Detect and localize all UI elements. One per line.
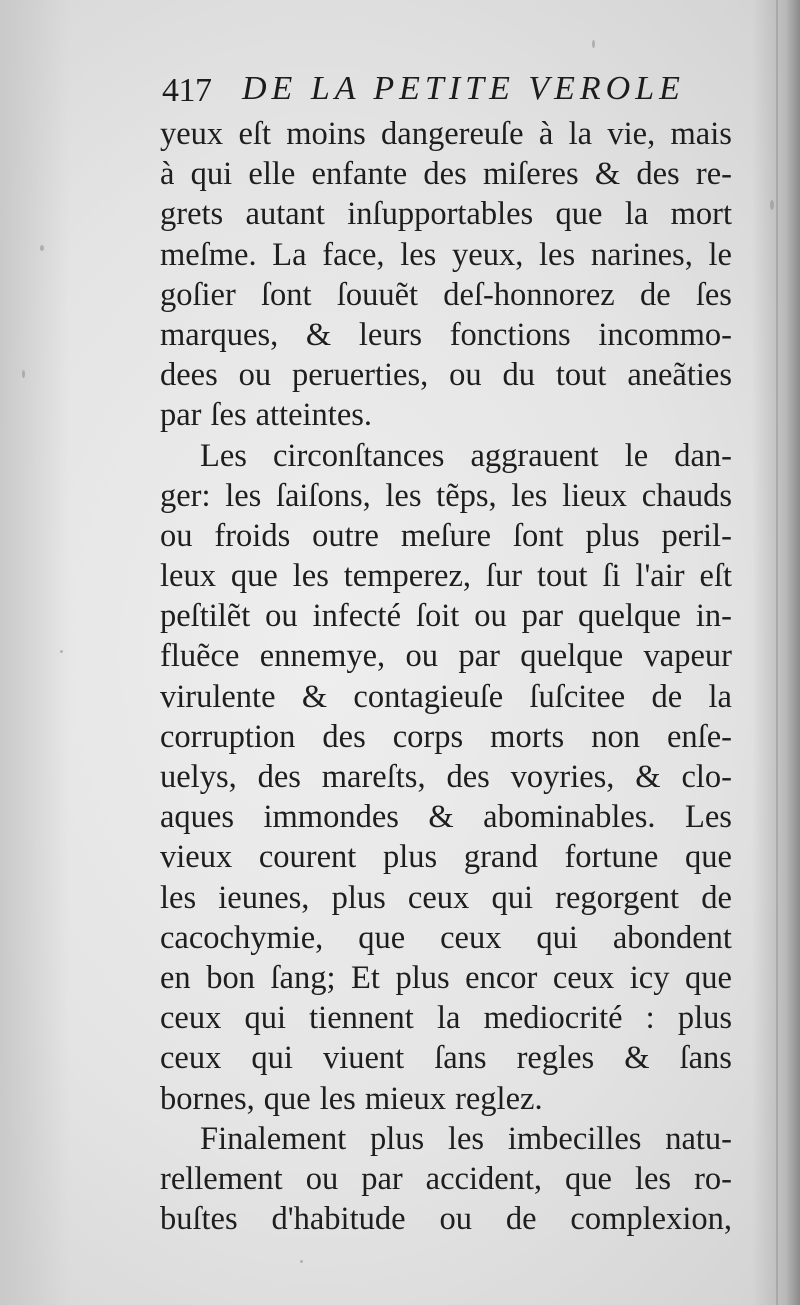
text-line: buſtes d'habitude ou de complexion, (160, 1201, 732, 1238)
text-line: bornes, que les mieux reglez. (160, 1080, 543, 1117)
text-line: leux que les temperez, ſur tout ſi l'air eſt (160, 558, 732, 595)
text-line: virulente & contagieuſe ſuſcitee de la (160, 678, 732, 715)
page-edge-line (776, 0, 778, 1305)
text-line: par ſes atteintes. (160, 397, 373, 434)
text-line: rellement ou par accident, que les ro- (160, 1160, 732, 1197)
text-line: grets autant inſupportables que la mort (160, 196, 732, 233)
paper-speck (40, 245, 44, 251)
page-header (162, 70, 722, 112)
paper-speck (592, 40, 595, 48)
text-line: ou froids outre meſure ſont plus peril- (160, 517, 732, 554)
body-text (160, 114, 732, 1239)
text-line: corruption des corps morts non enſe- (160, 718, 732, 755)
text-line: vieux courent plus grand fortune que (160, 839, 732, 876)
text-line: ceux qui tiennent la mediocrité : plus (160, 1000, 732, 1037)
text-line: cacochymie, que ceux qui abondent (160, 919, 732, 956)
page-number: 417 (162, 72, 212, 109)
text-line: en bon ſang; Et plus encor ceux icy que (160, 959, 732, 996)
text-line: à qui elle enfante des miſeres & des re- (160, 156, 732, 193)
text-line: meſme. La face, les yeux, les narines, le (160, 236, 732, 273)
text-line: Finalement plus les imbecilles natu- (200, 1120, 732, 1157)
text-line: Les circonſtances aggrauent le dan- (200, 437, 732, 474)
text-line: marques, & leurs fonctions incommo- (160, 316, 732, 353)
paper-speck (300, 1260, 303, 1263)
text-line: ceux qui viuent ſans regles & ſans (160, 1040, 732, 1077)
text-line: dees ou peruerties, ou du tout aneãties (160, 357, 732, 394)
paper-speck (22, 370, 25, 378)
paper-speck (770, 200, 774, 210)
text-line: ger: les ſaiſons, les tẽps, les lieux chauds (160, 477, 732, 514)
text-line: goſier ſont ſouuẽt deſ-honnorez de ſes (160, 276, 732, 313)
text-line: fluẽce ennemye, ou par quelque vapeur (160, 638, 732, 675)
text-line: peſtilẽt ou infecté ſoit ou par quelque in- (160, 598, 732, 635)
text-line: les ieunes, plus ceux qui regorgent de (160, 879, 732, 916)
text-line: aques immondes & abominables. Les (160, 799, 732, 836)
running-title: DE LA PETITE VEROLE (242, 70, 685, 107)
text-line: yeux eſt moins dangereuſe à la vie, mais (160, 116, 732, 152)
text-line: uelys, des mareſts, des voyries, & clo- (160, 759, 732, 795)
paper-speck (60, 650, 63, 653)
